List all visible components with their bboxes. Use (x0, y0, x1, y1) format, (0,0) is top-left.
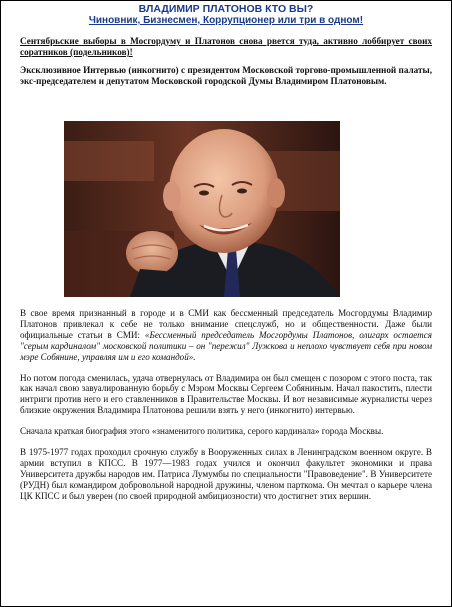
portrait-photo (64, 121, 340, 297)
article-subtitle: Чиновник, Бизнесмен, Коррупционер или три в одном! (88, 15, 364, 26)
article-body (20, 308, 432, 502)
paragraph-1-quote: «Бессменный председатель Мосгордумы Платонов, олигарх остается "серым кардиналом" московской политики – он "пережил" Лужкова и неплохо чувствует себя при новом мэре Собянине, управляя им и его командой». (20, 329, 432, 362)
headline: Сентябрьские выборы в Мосгордуму и Платонов снова рвется туда, активно лоббирует своих соратников (подельников)! (20, 36, 432, 57)
paragraph-2: Но потом погода сменилась, удача отвернулась от Владимира он был смещен с позором с этого поста, так как начал свою завуалированную борьбу с Мэром Москвы Сергеем Собяниным. Начал пакостить, плести интриги против него и его ставленников в Правительстве Москвы. И вот независимые журналисты через близкие окружения Владимира Платонова решили взять у него (инкогнито) интервью. (20, 372, 432, 416)
lead-paragraph: Эксклюзивное Интервью (инкогнито) с президентом Московской торгово-промышленной палаты, экс-председателем и депутатом Московской городской Думы Владимиром Платоновым. (20, 65, 432, 86)
portrait-image (64, 121, 340, 297)
paragraph-4: В 1975-1977 годах проходил срочную службу в Вооруженных силах в Ленинградском военном округе. В армии вступил в КПСС. В 1977—1983 годах учился и окончил факультет экономики и права Университета дружбы народов им. Патриса Лумумбы по специальности "Правоведение". В Университете (РУДН) был командиром добровольной народной дружины, членом парткома. Он мечтал о карьере члена ЦК КПСС и был уверен (по своей природной амбициозности) что достигнет этих вершин. (20, 447, 432, 501)
paragraph-1 (20, 308, 432, 363)
paragraph-1-text: В свое время признанный в городе и в СМИ как бессменный председатель Мосгордумы Владимир Платонов привлекал к себе не только внимание спецслужб, но и общественности. Даже были официальные статьи в СМИ: (20, 308, 432, 340)
article-title: ВЛАДИМИР ПЛАТОНОВ КТО ВЫ? (138, 3, 314, 15)
paragraph-3: Сначала краткая биография этого «знаменитого политика, серого кардинала» города Москвы. (20, 426, 384, 437)
article (20, 0, 432, 87)
